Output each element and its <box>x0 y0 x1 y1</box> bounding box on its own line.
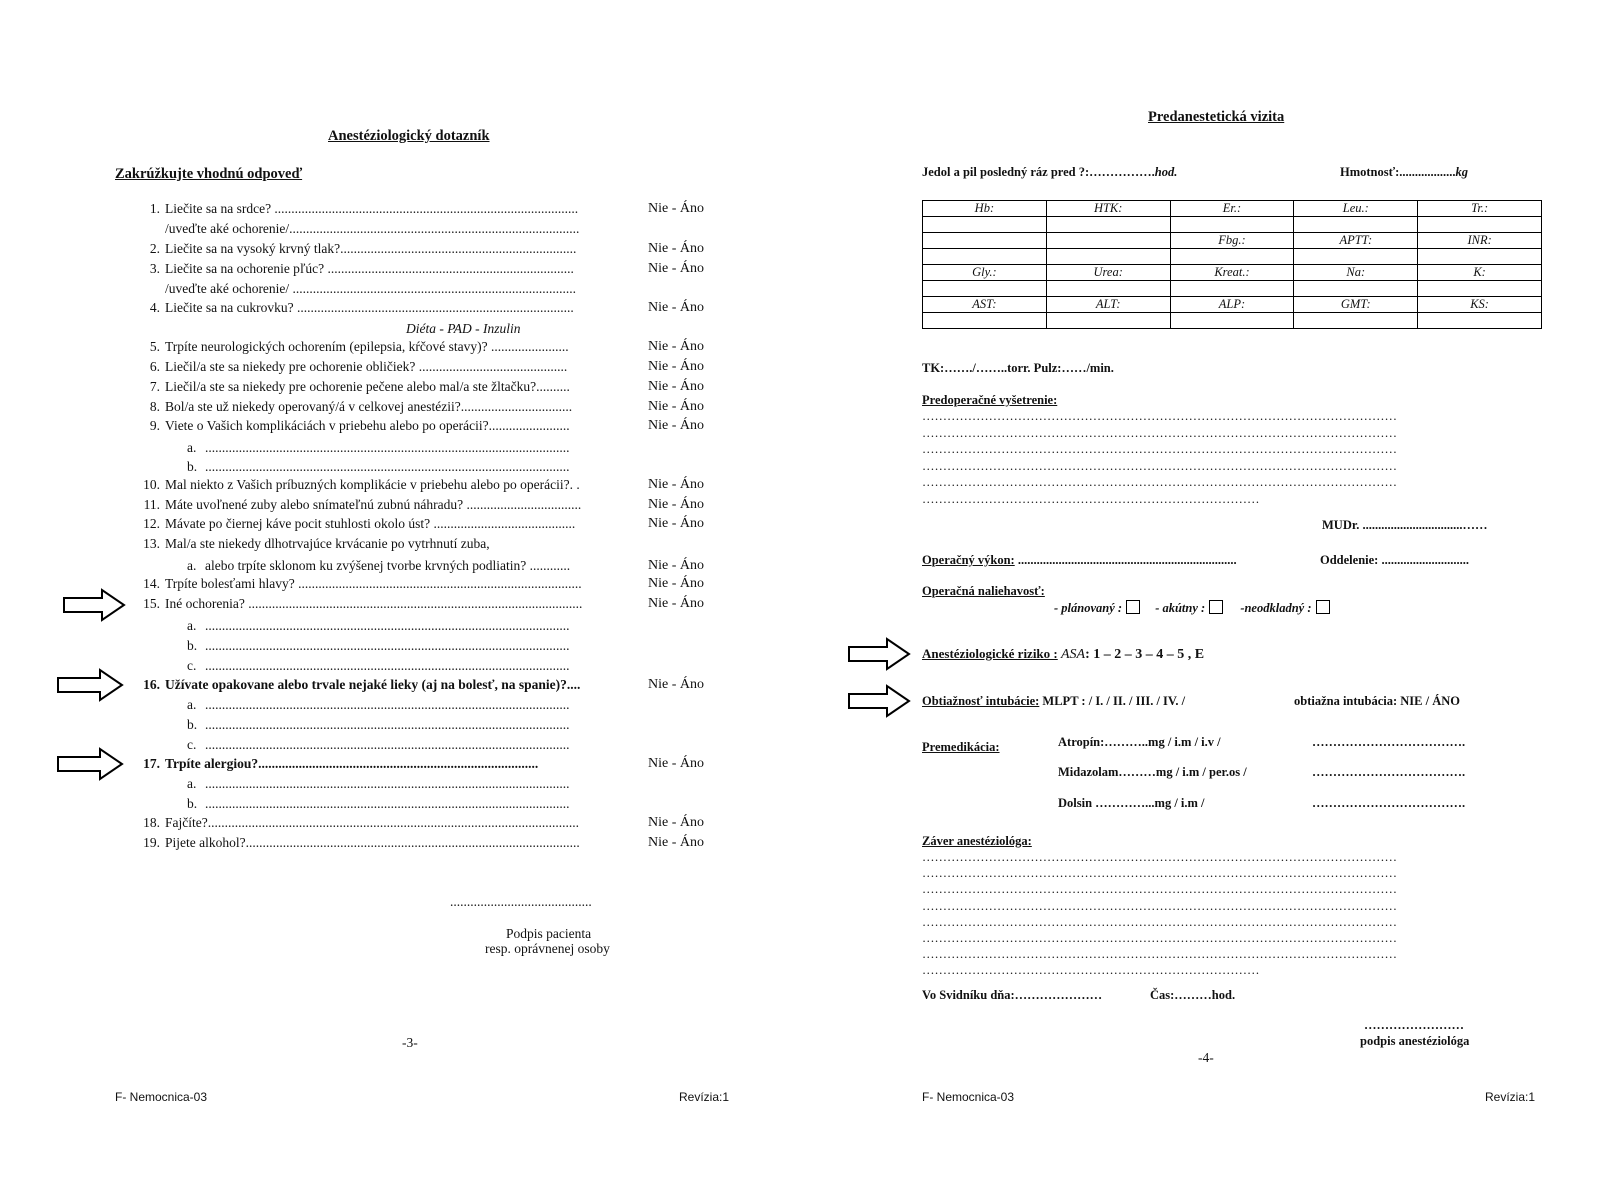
lab-cell[interactable] <box>923 217 1047 233</box>
table-row <box>923 249 1542 265</box>
q15-sub-b[interactable]: b. ............................................................................................................ <box>187 638 570 653</box>
lab-cell[interactable] <box>1294 281 1418 297</box>
question-row <box>136 497 581 513</box>
question-number: 4. <box>149 300 160 315</box>
difficult-intubation[interactable]: obtiažna intubácia: NIE / ÁNO <box>1294 694 1460 708</box>
answer-choice[interactable]: Nie - Áno <box>648 418 704 433</box>
conclusion-lines[interactable]: …………………………………………………………………………………………………… …………………………………………………………………………………………………… …………………………………………………………………………………………………… …………………………………………………………………………………………………… …………………………………………………………………………………………………… …………………………………………………………………………………………………… …………………………………………………………………………………………………… ……………………………………………………………………… <box>922 850 1397 978</box>
patient-signature-label: Podpis pacienta <box>506 926 592 941</box>
doctor-field[interactable]: MUDr. ................................…… <box>1322 518 1488 532</box>
question-row <box>136 359 567 375</box>
question-row <box>136 516 575 532</box>
arrow-right-icon <box>847 637 911 671</box>
lab-cell[interactable] <box>1418 313 1542 329</box>
question-text: Liečite sa na vysoký krvný tlak?...................................................................... <box>165 241 577 256</box>
q15-sub-c[interactable]: c. ............................................................................................................ <box>187 658 570 673</box>
lab-cell[interactable]: Na: <box>1294 265 1418 281</box>
lab-cell[interactable] <box>1046 217 1170 233</box>
question-number: 11. <box>143 497 160 512</box>
answer-choice[interactable]: Nie - Áno <box>648 201 704 216</box>
question-text: /uveďte aké ochorenie/ .................................................................................... <box>165 281 577 296</box>
question-number: 14. <box>143 576 160 591</box>
question-row <box>136 576 582 592</box>
arrow-right-icon <box>62 588 126 622</box>
footer-revision-left: Revízia:1 <box>679 1090 730 1104</box>
question-row <box>136 379 570 395</box>
answer-choice[interactable]: Nie - Áno <box>648 339 704 354</box>
question-text: Pijete alkohol?................................................................................................... <box>165 835 580 850</box>
lab-cell[interactable]: AST: <box>923 297 1047 313</box>
intubation-difficulty[interactable]: Obtiažnosť intubácie: MLPT : / I. / II. / III. / IV. / <box>922 694 1186 708</box>
question-row <box>136 201 578 217</box>
arrow-right-icon <box>56 668 124 702</box>
premedication-drug[interactable]: Dolsin …………...mg / i.m / <box>1058 796 1205 810</box>
conclusion-label: Záver anestéziológa: <box>922 834 1032 848</box>
question-number: 13. <box>143 536 160 551</box>
question-number: 3. <box>149 261 160 276</box>
urgency-immediate-checkbox[interactable] <box>1316 600 1330 614</box>
question-text: Mal/a ste niekedy dlhotrvajúce krvácanie po vytrhnutí zuba, <box>165 536 490 551</box>
diabetes-options: Diéta - PAD - Inzulin <box>406 321 521 336</box>
q17-answer[interactable]: Nie - Áno <box>648 756 704 771</box>
lab-cell[interactable] <box>1046 281 1170 297</box>
question-number: 9. <box>149 418 160 433</box>
questionnaire-subtitle: Zakrúžkujte vhodnú odpoveď <box>115 166 303 182</box>
patient-signature-line[interactable]: .......................................... <box>450 894 592 909</box>
q13-answer[interactable]: Nie - Áno <box>648 558 704 573</box>
question-number: 6. <box>149 359 160 374</box>
table-row <box>923 201 1542 217</box>
questionnaire-title: Anestéziologický dotazník <box>328 128 490 144</box>
question-row <box>136 418 570 434</box>
question-text: Mávate po čiernej káve pocit stuhlosti okolo úst? .......................................... <box>165 516 576 531</box>
lab-cell[interactable]: Fbg.: <box>1170 233 1294 249</box>
premedication-label: Premedikácia: <box>922 740 1000 754</box>
question-number: 10. <box>143 477 160 492</box>
footer-revision-right: Revízia:1 <box>1485 1090 1536 1104</box>
question-number: 8. <box>149 399 160 414</box>
table-row <box>923 233 1542 249</box>
question-row <box>136 815 579 831</box>
question-number: 18. <box>143 815 160 830</box>
question-number: 12. <box>143 516 160 531</box>
question-text: /uveďte aké ochorenie/...................................................................................... <box>165 221 580 236</box>
answer-choice[interactable]: Nie - Áno <box>648 379 704 394</box>
lab-cell[interactable] <box>1294 249 1418 265</box>
lab-cell[interactable] <box>1294 313 1418 329</box>
answer-choice[interactable]: Nie - Áno <box>648 516 704 531</box>
table-row <box>923 297 1542 313</box>
q13-sub-a: a. alebo trpíte sklonom ku zvýšenej tvorbe krvných podliatin? ............ <box>187 558 571 573</box>
department-field[interactable]: Oddelenie: ............................ <box>1320 553 1469 567</box>
answer-choice[interactable]: Nie - Áno <box>648 477 704 492</box>
question-number: 7. <box>149 379 160 394</box>
answer-choice[interactable]: Nie - Áno <box>648 835 704 850</box>
lab-cell[interactable] <box>1294 217 1418 233</box>
lab-cell[interactable] <box>1170 281 1294 297</box>
lab-cell[interactable]: Kreat.: <box>1170 265 1294 281</box>
question-row <box>136 477 580 493</box>
q17-sub-b[interactable]: b. ............................................................................................................ <box>187 796 570 811</box>
lab-cell[interactable] <box>1418 281 1542 297</box>
answer-choice[interactable]: Nie - Áno <box>648 596 704 611</box>
lab-cell[interactable]: Gly.: <box>923 265 1047 281</box>
operation-field[interactable]: Operačný výkon: ...................................................................... <box>922 553 1237 567</box>
urgency-planned-label: - plánovaný : <box>1054 601 1123 615</box>
footer-form-code-left: F- Nemocnica-03 <box>115 1090 208 1104</box>
premedication-note[interactable]: ………………………………. <box>1312 765 1466 779</box>
premedication-note[interactable]: ………………………………. <box>1312 735 1466 749</box>
question-number: 5. <box>149 339 160 354</box>
lab-cell[interactable] <box>1170 313 1294 329</box>
premedication-drug[interactable]: Atropín:………..mg / i.m / i.v / <box>1058 735 1221 749</box>
answer-choice[interactable]: Nie - Áno <box>648 241 704 256</box>
question-row <box>136 261 574 277</box>
answer-choice[interactable]: Nie - Áno <box>648 300 704 315</box>
urgency-acute-label: - akútny : <box>1155 601 1206 615</box>
visit-title: Predanestetická vizita <box>1148 109 1285 125</box>
question-text: Fajčíte?.............................................................................................................. <box>165 815 579 830</box>
question-text: Trpíte neurologických ochorením (epilepsia, kŕčové stavy)? ....................... <box>165 339 569 354</box>
lab-cell[interactable] <box>923 281 1047 297</box>
lab-cell[interactable] <box>1046 233 1170 249</box>
question-number: 1. <box>149 201 160 216</box>
lab-cell[interactable]: KS: <box>1418 297 1542 313</box>
q16-sub-a[interactable]: a. ............................................................................................................ <box>187 697 570 712</box>
question-row <box>136 281 576 297</box>
arrow-right-icon <box>56 747 124 781</box>
lab-cell[interactable] <box>1170 217 1294 233</box>
premedication-note[interactable]: ………………………………. <box>1312 796 1466 810</box>
question-row <box>136 399 572 415</box>
asa-risk[interactable]: Anestéziologické riziko : ASA: 1 – 2 – 3 – 4 – 5 , E <box>922 646 1205 662</box>
footer-form-code-right: F- Nemocnica-03 <box>922 1090 1015 1104</box>
lab-cell[interactable] <box>1046 249 1170 265</box>
time-field[interactable]: Čas:………hod. <box>1150 988 1236 1002</box>
table-row <box>923 265 1542 281</box>
answer-choice[interactable]: Nie - Áno <box>648 359 704 374</box>
q16-sub-c[interactable]: c. ............................................................................................................ <box>187 737 570 752</box>
question-text: Liečil/a ste sa niekedy pre ochorenie obličiek? ............................................ <box>165 359 568 374</box>
preop-exam-label: Predoperačné vyšetrenie: <box>922 393 1058 407</box>
q16-sub-b[interactable]: b. ............................................................................................................ <box>187 717 570 732</box>
answer-choice[interactable]: Nie - Áno <box>648 815 704 830</box>
question-row <box>136 835 580 851</box>
question-text: Bol/a ste už niekedy operovaný/á v celkovej anestézii?................................. <box>165 399 573 414</box>
table-row <box>923 217 1542 233</box>
question-text: Liečil/a ste sa niekedy pre ochorenie pečene alebo mal/a ste žltačku?.......... <box>165 379 570 394</box>
q16-answer[interactable]: Nie - Áno <box>648 677 704 692</box>
lab-results-table <box>922 200 1542 329</box>
lab-cell[interactable]: ALP: <box>1170 297 1294 313</box>
question-text: Mal niekto z Vašich príbuzných komplikácie v priebehu alebo po operácii?. . <box>165 477 580 492</box>
urgency-label: Operačná naliehavosť: <box>922 584 1045 598</box>
question-row <box>136 221 579 237</box>
lab-cell[interactable]: Tr.: <box>1418 201 1542 217</box>
preop-exam-lines[interactable]: …………………………………………………………………………………………………… …………………………………………………………………………………………………… …………………………………………………………………………………………………… …………………………………………………………………………………………………… …………………………………………………………………………………………………… ……………………………………………………………………… <box>922 409 1397 506</box>
q9-sub-a[interactable]: a. ............................................................................................................ <box>187 440 570 455</box>
table-row <box>923 313 1542 329</box>
arrow-right-icon <box>847 684 911 718</box>
answer-choice[interactable]: Nie - Áno <box>648 497 704 512</box>
urgency-acute-checkbox[interactable] <box>1209 600 1223 614</box>
answer-choice[interactable]: Nie - Áno <box>648 399 704 414</box>
question-text: Liečite sa na srdce? .......................................................................................... <box>165 201 579 216</box>
lab-cell[interactable]: APTT: <box>1294 233 1418 249</box>
weight-field[interactable]: Hmotnosť:..................kg <box>1340 165 1469 179</box>
lab-cell[interactable] <box>1046 313 1170 329</box>
lab-cell[interactable]: GMT: <box>1294 297 1418 313</box>
question-number: 19. <box>143 835 160 850</box>
anesthesiologist-signature-line[interactable]: …………………… <box>1364 1018 1464 1032</box>
urgency-planned-checkbox[interactable] <box>1126 600 1140 614</box>
lab-cell[interactable] <box>1418 217 1542 233</box>
question-text: Liečite sa na ochorenie pľúc? ......................................................................... <box>165 261 574 276</box>
question-row <box>136 596 582 612</box>
question-text: Liečite sa na cukrovku? .................................................................................. <box>165 300 574 315</box>
lab-cell[interactable] <box>923 313 1047 329</box>
lab-cell[interactable] <box>923 249 1047 265</box>
place-date-field[interactable]: Vo Svidníku dňa:………………… <box>922 988 1103 1002</box>
page-number-left: -3- <box>402 1035 418 1050</box>
question-row <box>136 241 576 257</box>
lab-cell[interactable]: Urea: <box>1046 265 1170 281</box>
question-row <box>136 300 574 316</box>
anesthesiologist-signature-label: podpis anestéziológa <box>1360 1034 1470 1048</box>
urgency-options <box>1054 600 1330 616</box>
question-16: 16. Užívate opakovane alebo trvale nejaké lieky (aj na bolesť, na spanie)?.... <box>143 677 581 692</box>
answer-choice[interactable]: Nie - Áno <box>648 576 704 591</box>
lab-cell[interactable]: Leu.: <box>1294 201 1418 217</box>
lab-cell[interactable]: HTK: <box>1046 201 1170 217</box>
urgency-immediate-label: -neodkladný : <box>1240 601 1312 615</box>
table-row <box>923 281 1542 297</box>
lab-cell[interactable]: Er.: <box>1170 201 1294 217</box>
question-text: Máte uvoľnené zuby alebo snímateľnú zubnú náhradu? .................................. <box>165 497 582 512</box>
lab-cell[interactable]: Hb: <box>923 201 1047 217</box>
patient-signature-label-2: resp. oprávnenej osoby <box>485 941 610 956</box>
page-number-right: -4- <box>1198 1050 1214 1065</box>
q17-sub-a[interactable]: a. ............................................................................................................ <box>187 776 570 791</box>
question-number: 2. <box>149 241 160 256</box>
last-meal-field[interactable]: Jedol a pil posledný ráz pred ?:…………….hod. <box>922 165 1178 179</box>
question-17: 17. Trpíte alergiou?................................................................................... <box>143 756 539 771</box>
answer-choice[interactable]: Nie - Áno <box>648 261 704 276</box>
lab-cell[interactable]: K: <box>1418 265 1542 281</box>
lab-cell[interactable]: ALT: <box>1046 297 1170 313</box>
premedication-drug[interactable]: Midazolam………mg / i.m / per.os / <box>1058 765 1247 779</box>
lab-cell[interactable]: INR: <box>1418 233 1542 249</box>
lab-cell[interactable] <box>1170 249 1294 265</box>
question-text: Viete o Vašich komplikáciách v priebehu alebo po operácii?........................ <box>165 418 570 433</box>
question-text: Iné ochorenia? ................................................................................................... <box>165 596 583 611</box>
q15-sub-a[interactable]: a. ............................................................................................................ <box>187 618 570 633</box>
question-text: Trpíte bolesťami hlavy? .................................................................................... <box>165 576 582 591</box>
blood-pressure-pulse[interactable]: TK:……./……..torr. Pulz:……/min. <box>922 361 1114 375</box>
q9-sub-b[interactable]: b. ............................................................................................................ <box>187 459 570 474</box>
lab-cell[interactable] <box>923 233 1047 249</box>
question-row <box>136 339 569 355</box>
question-number: 15. <box>143 596 160 611</box>
question-row <box>136 536 490 552</box>
lab-cell[interactable] <box>1418 249 1542 265</box>
